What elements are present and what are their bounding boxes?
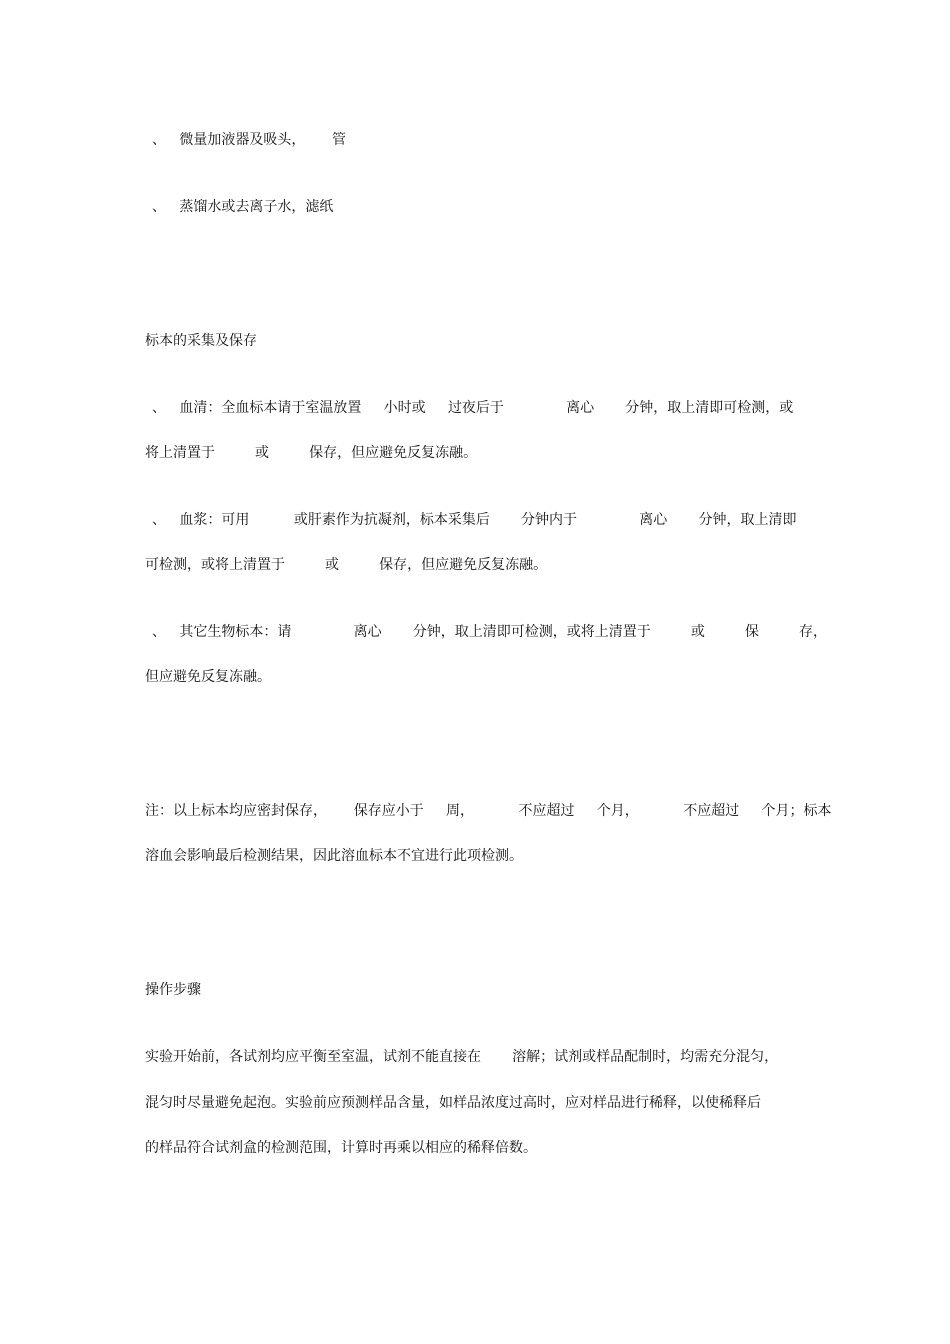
specimen-plasma-line-2: 可检测，或将上清置于 或 保存，但应避免反复冻融。 <box>145 557 548 573</box>
specimen-plasma-line-1: 、 血浆：可用 或肝素作为抗凝剂，标本采集后 分钟内于 离心 分钟，取上清即 <box>152 512 797 528</box>
note-line-2: 溶血会影响最后检测结果，因此溶血标本不宜进行此项检测。 <box>145 848 523 864</box>
specimen-section-heading: 标本的采集及保存 <box>145 333 257 349</box>
note-line-1: 注：以上标本均应密封保存， 保存应小于 周， 不应超过 个月， 不应超过 个月；标本 <box>145 803 832 819</box>
specimen-other-line-2: 但应避免反复冻融。 <box>145 669 271 685</box>
materials-item-pipette: 、 微量加液器及吸头， 管 <box>152 132 347 148</box>
procedure-section-heading: 操作步骤 <box>145 982 201 998</box>
specimen-other-line-1: 、 其它生物标本：请 离心 分钟，取上清即可检测，或将上清置于 或 保 存， <box>152 624 827 640</box>
procedure-line-2: 混匀时尽量避免起泡。实验前应预测样品含量，如样品浓度过高时，应对样品进行稀释，以使稀释后 <box>145 1095 761 1111</box>
procedure-line-3: 的样品符合试剂盒的检测范围，计算时再乘以相应的稀释倍数。 <box>145 1140 537 1156</box>
specimen-serum-line-2: 将上清置于 或 保存，但应避免反复冻融。 <box>145 445 478 461</box>
specimen-serum-line-1: 、 血清：全血标本请于室温放置 小时或 过夜后于 离心 分钟，取上清即可检测，或 <box>152 400 794 416</box>
procedure-line-1: 实验开始前，各试剂均应平衡至室温，试剂不能直接在 溶解；试剂或样品配制时，均需充分混匀， <box>145 1049 779 1065</box>
materials-item-water: 、 蒸馏水或去离子水，滤纸 <box>152 199 334 215</box>
